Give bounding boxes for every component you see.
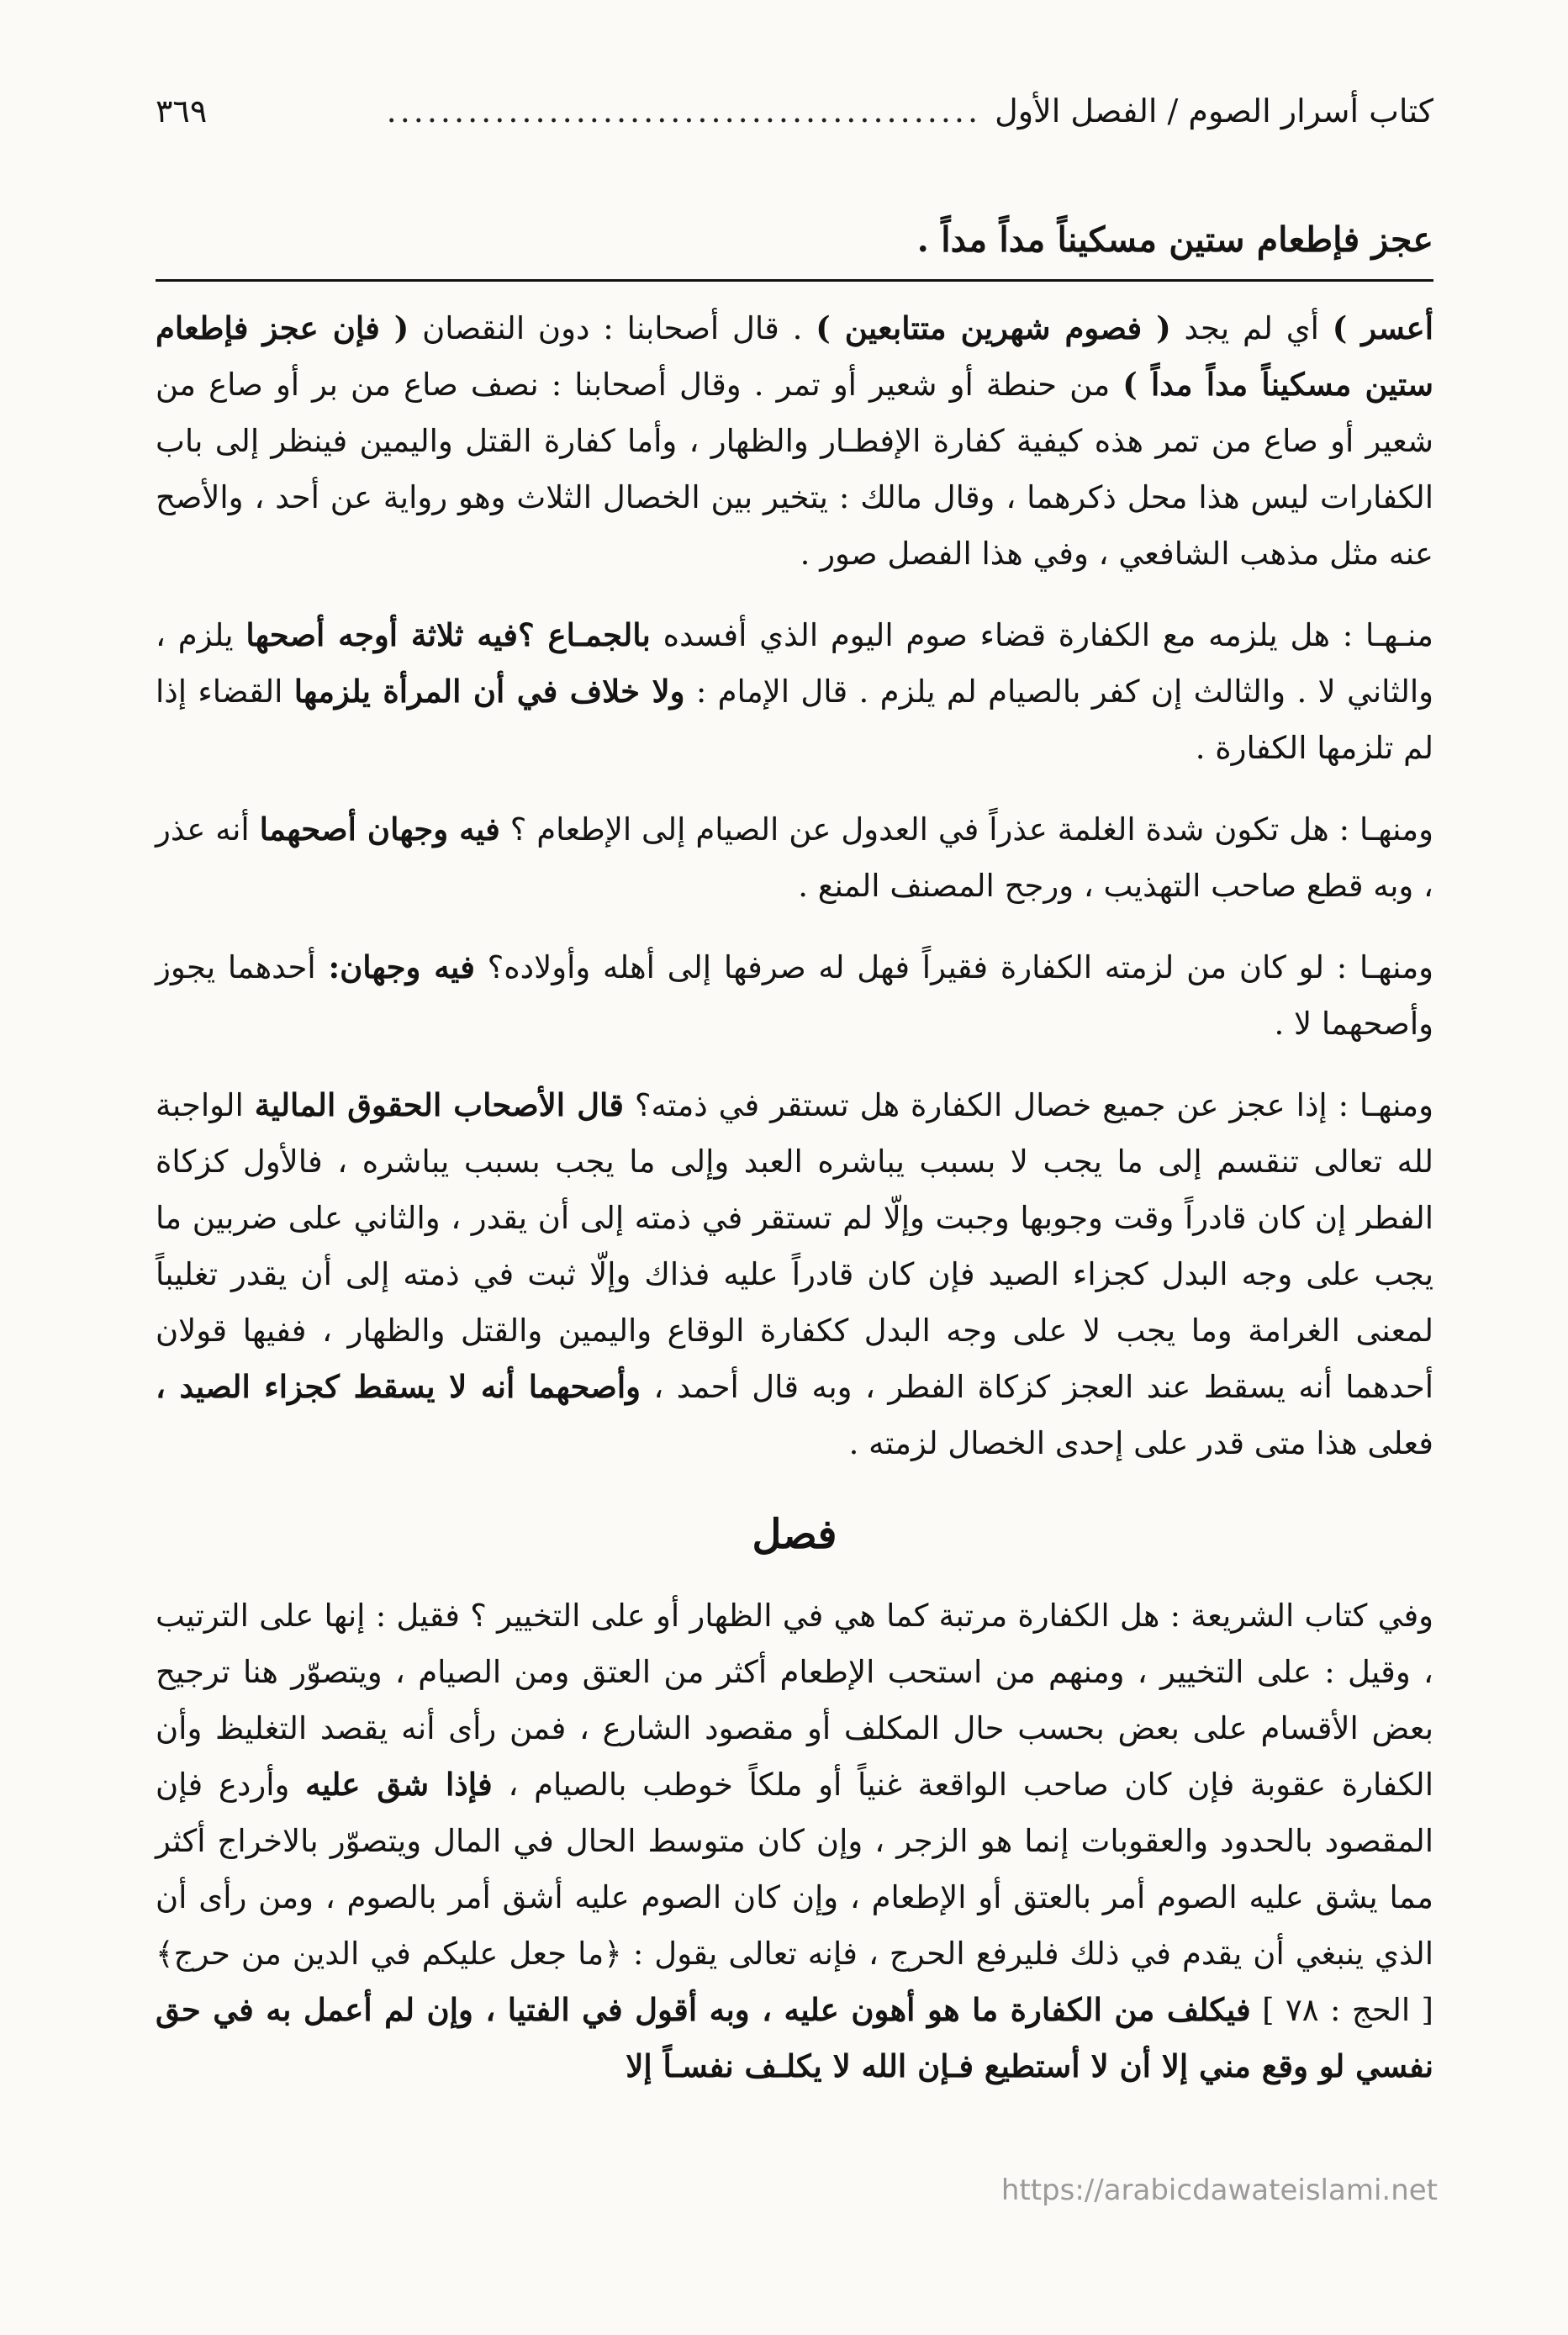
plain-text: منـهـا : هل يلزمه مع الكفارة قضاء صوم اليوم الذي أفسده xyxy=(650,617,1433,653)
book-page xyxy=(156,84,1433,2287)
paragraph-4 xyxy=(156,939,1433,1052)
plain-text: أحدهما يجوز وأصحهما لا . xyxy=(156,949,1433,1042)
plain-text: أي لم يجد xyxy=(1170,310,1333,346)
plain-text: وفي كتاب الشريعة : هل الكفارة مرتبة كما هي في الظهار أو على التخيير ؟ فقيل : إنها على الترتيب ، وقيل : على التخيير ، ومنهم من استحب الإطعام أكثر من العتق ومن الصيام ، ويتصوّر هنا ترجيح بعض الأقسام على بعض بحسب حال المكلف أو مقصود الشارع ، فمن رأى أنه يقصد التغليظ وأن الكفارة عقوبة فإن كان صاحب الواقعة غنياً أو ملكاً خوطب بالصيام ، xyxy=(156,1598,1433,1803)
divider-rule xyxy=(156,279,1433,282)
matn-text: عجز فإطعام ستين مسكيناً مداً مداً . xyxy=(916,219,1433,260)
plain-text: وأردع فإن المقصود بالحدود والعقوبات إنما هو الزجر ، وإن كان متوسط الحال في المال ويتصوّر بالاخراج أكثر مما يشق عليه الصوم أمر بالعتق أو الإطعام ، وإن كان الصوم عليه أشق أمر بالصوم ، ومن رأى أن الذي ينبغي أن يقدم في ذلك فليرفع الحرج ، فإنه تعالى يقول : ﴿ما جعل عليكم في الدين من حرج﴾ [ الحج : ٧٨ ] xyxy=(156,1767,1433,2028)
header-leader-dots: ............................................ xyxy=(386,92,982,129)
bold-text: وأصحهما أنه لا يسقط كجزاء الصيد ، xyxy=(156,1368,641,1405)
paragraph-2 xyxy=(156,607,1433,776)
bold-text: ( فإن عجز فإطعام ستين مسكيناً مداً مداً ) xyxy=(156,309,1433,403)
running-header xyxy=(156,84,1433,138)
commentary-body xyxy=(156,300,1433,2095)
bold-text: فيه وجهان: xyxy=(328,948,475,985)
paragraph-5 xyxy=(156,1077,1433,1471)
paragraph-3 xyxy=(156,801,1433,914)
plain-text: ومنهـا : لو كان من لزمته الكفارة فقيراً فهل له صرفها إلى أهله وأولاده؟ xyxy=(474,949,1434,985)
plain-text: القضاء إذا لم تلزمها الكفارة . xyxy=(156,674,1433,766)
plain-text: يلزم ، والثاني لا . والثالث إن كفر بالصيام لم يلزم . قال الإمام : xyxy=(156,617,1433,710)
header-title: كتاب أسرار الصوم / الفصل الأول xyxy=(995,92,1433,129)
paragraph-1 xyxy=(156,300,1433,582)
plain-text: أنه عذر ، وبه قطع صاحب التهذيب ، ورجح المصنف المنع . xyxy=(156,811,1433,904)
paragraph-6 xyxy=(156,1587,1433,2095)
bold-text: أعسر ) xyxy=(1332,309,1433,346)
bold-text: ( فصوم شهرين متتابعين ) xyxy=(816,309,1171,346)
page-number: ٣٦٩ xyxy=(156,92,208,129)
section-heading: فصل xyxy=(752,1511,837,1558)
plain-text: الواجبة لله تعالى تنقسم إلى ما يجب لا بسبب يباشره العبد وإلى ما يجب بسبب يباشره ، فالأول كزكاة الفطر إن كان قادراً وقت وجوبها وجبت وإلّا لم تستقر في ذمته إلى أن يقدر ، والثاني على ضربين ما يجب على وجه البدل كجزاء الصيد فإن كان قادراً عليه فذاك وإلّا ثبت في ذمته إلى أن يقدر تغليباً لمعنى الغرامة وما يجب لا على وجه البدل ككفارة الوقاع واليمين والقتل والظهار ، ففيها قولان أحدهما أنه يسقط عند العجز كزكاة الفطر ، وبه قال أحمد ، xyxy=(156,1087,1433,1405)
bold-text: قال الأصحاب الحقوق المالية xyxy=(254,1086,624,1123)
bold-text: فيكلف من الكفارة ما هو أهون عليه ، وبه أقول في الفتيا ، وإن لم أعمل به في حق نفسي لو وقع مني إلا أن لا أستطيع فـإن الله لا يكلـف نفسـاً إلا xyxy=(156,1991,1433,2084)
plain-text: فعلى هذا متى قدر على إحدى الخصال لزمته . xyxy=(848,1425,1433,1461)
plain-text: ومنهـا : إذا عجز عن جميع خصال الكفارة هل تستقر في ذمته؟ xyxy=(623,1087,1433,1123)
bold-text: فإذا شق عليه xyxy=(305,1766,493,1803)
bold-text: بالجمـاع ؟فيه ثلاثة أوجه أصحها xyxy=(245,616,651,653)
watermark-url: https://arabicdawateislami.net xyxy=(1000,2174,1438,2207)
plain-text: . قال أصحابنا : دون النقصان xyxy=(409,310,816,346)
plain-text: من حنطة أو شعير أو تمر . وقال أصحابنا : نصف صاع من بر أو صاع من شعير أو صاع من تمر هذه كيفية كفارة الإفطـار والظهار ، وأما كفارة القتل واليمين فينظر إلى باب الكفارات ليس هذا محل ذكرهما ، وقال مالك : يتخير بين الخصال الثلاث وهو رواية عن أحد ، والأصح عنه مثل مذهب الشافعي ، وفي هذا الفصل صور . xyxy=(156,367,1433,572)
bold-text: فيه وجهان أصحهما xyxy=(259,811,500,848)
bold-text: ولا خلاف في أن المرأة يلزمها xyxy=(293,673,685,710)
plain-text: ومنهـا : هل تكون شدة الغلمة عذراً في العدول عن الصيام إلى الإطعام ؟ xyxy=(499,811,1433,848)
